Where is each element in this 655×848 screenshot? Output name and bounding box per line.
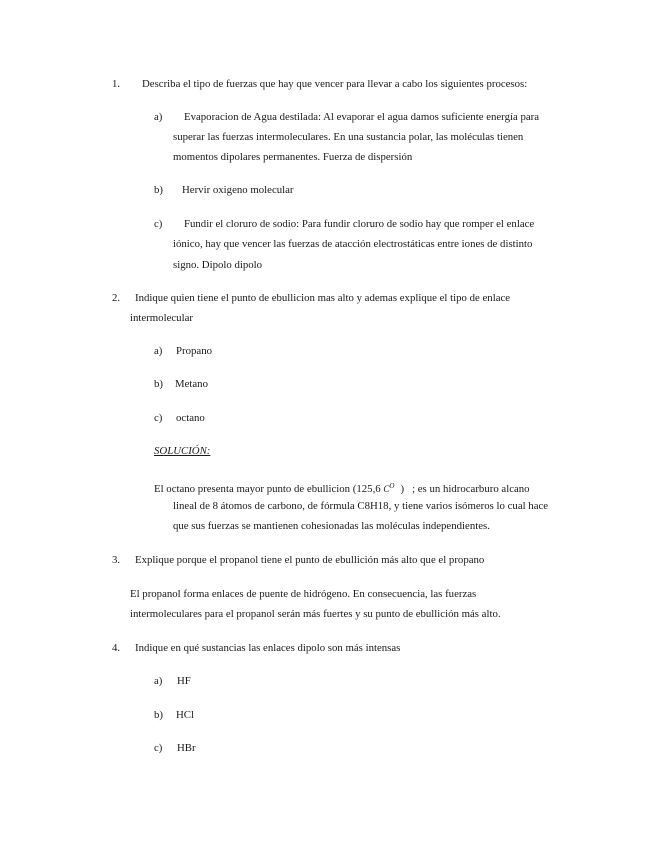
item-letter: b): [154, 184, 163, 196]
item-letter: c): [154, 742, 163, 754]
item-text: Fundir el cloruro de sodio: Para fundir cloruro de sodio hay que romper el enlace: [184, 218, 535, 230]
item-letter: a): [154, 675, 163, 687]
item-text-continuation: superar las fuerzas intermoleculares. En una sustancia polar, las moléculas tienen: [173, 131, 524, 143]
item-text-continuation: signo. Dipolo dipolo: [173, 259, 263, 271]
solution-text-continuation: lineal de 8 átomos de carbono, de fórmula C8H18, y tiene varios isómeros lo cual hace: [173, 500, 549, 512]
item-text: Metano: [175, 378, 208, 390]
question-number: 2.: [112, 292, 121, 304]
item-text: Propano: [176, 345, 212, 357]
question-prompt: Describa el tipo de fuerzas que hay que vencer para llevar a cabo los siguientes procesos:: [142, 78, 528, 90]
item-letter: a): [154, 111, 163, 123]
answer-text: intermoleculares para el propanol serán más fuertes y su punto de ebullición más alto.: [130, 608, 501, 620]
item-letter: a): [154, 345, 163, 357]
item-text: Evaporacion de Agua destilada: Al evaporar el agua damos suficiente energía para: [184, 111, 540, 123]
item-text: HCl: [176, 709, 194, 721]
item-letter: c): [154, 218, 163, 230]
question-prompt: Explique porque el propanol tiene el punto de ebullición más alto que el propano: [135, 554, 485, 566]
question-number: 1.: [112, 78, 121, 90]
item-text: octano: [176, 412, 205, 424]
solution-text-continuation: que sus fuerzas se mantienen cohesionadas las moléculas independientes.: [173, 520, 490, 532]
item-text: HF: [177, 675, 191, 687]
item-text-continuation: iónico, hay que vencer las fuerzas de atacción electrostáticas entre iones de distinto: [173, 238, 533, 250]
item-letter: b): [154, 709, 163, 721]
item-letter: c): [154, 412, 163, 424]
question-prompt: Indique quien tiene el punto de ebullicion mas alto y ademas explique el tipo de enlace: [135, 292, 511, 304]
solution-text: El octano presenta mayor punto de ebullicion (125,6 $C^O$ ) ; es un hidrocarburo alcano: [154, 482, 530, 495]
solution-text-part: ; es un hidrocarburo alcano: [412, 483, 530, 495]
item-text: Hervir oxigeno molecular: [182, 184, 294, 196]
solution-label: SOLUCIÓN:: [154, 445, 211, 457]
item-letter: b): [154, 378, 163, 390]
answer-text: El propanol forma enlaces de puente de hidrógeno. En consecuencia, las fuerzas: [130, 588, 477, 600]
solution-text-part: El octano presenta mayor punto de ebullicion (125,6: [154, 483, 381, 495]
question-prompt: Indique en qué sustancias las enlaces dipolo son más intensas: [135, 642, 401, 654]
item-text: HBr: [177, 742, 196, 754]
temperature-unit: $C^O$: [383, 482, 395, 494]
question-number: 3.: [112, 554, 121, 566]
question-number: 4.: [112, 642, 121, 654]
item-text-continuation: momentos dipolares permanentes. Fuerza de dispersión: [173, 151, 413, 163]
question-prompt-continuation: intermolecular: [130, 312, 193, 324]
